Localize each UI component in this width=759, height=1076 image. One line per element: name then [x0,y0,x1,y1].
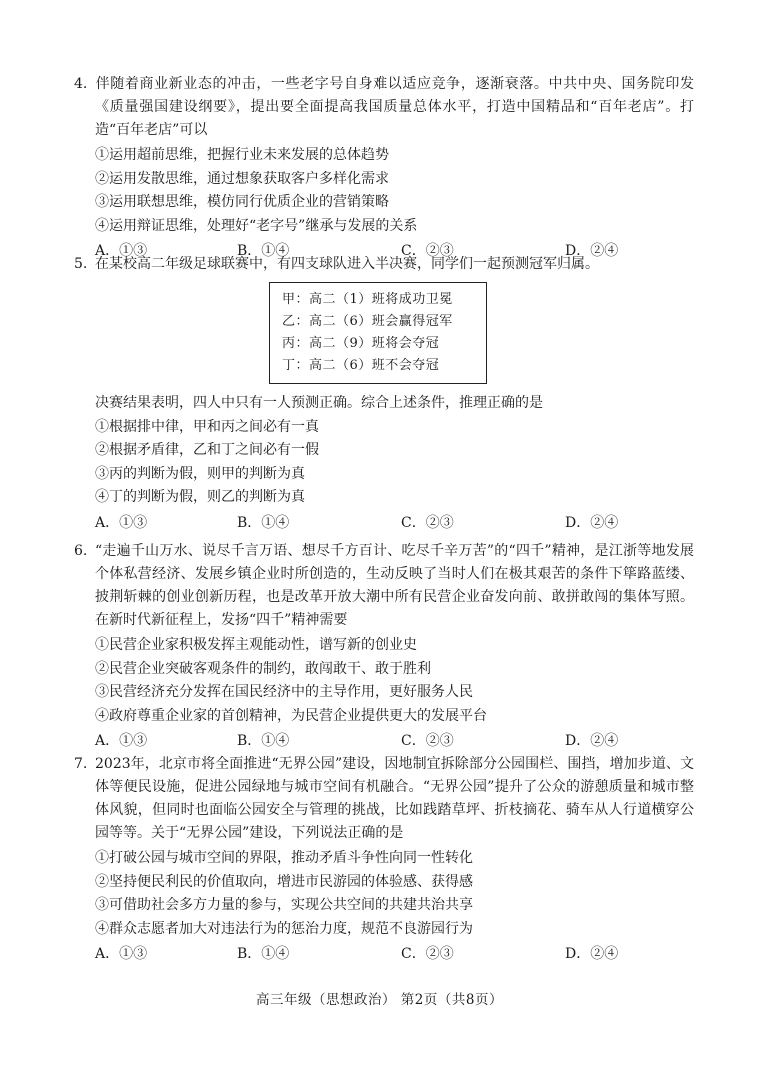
option-2: ②坚持便民利民的价值取向，增进市民游园的体验感、获得感 [95,873,473,890]
page-footer: 高三年级（思想政治） 第2页（共8页） [256,992,503,1008]
question-6 [74,540,694,752]
choice-d: D．②④ [565,243,619,259]
option-1: ①民营企业家积极发挥主观能动性，谱写新的创业史 [95,637,417,653]
choice-a: A．①③ [95,733,148,749]
option-2: ②运用发散思维，通过想象获取客户多样化需求 [95,170,389,187]
question-number: 4. [74,76,88,92]
prediction-bing: 丙：高二（9）班将会夺冠 [282,336,440,351]
option-1: ①根据排中律，甲和丙之间必有一真 [95,418,319,435]
prediction-box [269,282,487,384]
choice-b: B．①④ [237,243,290,259]
question-stem: 伴随着商业新业态的冲击，一些老字号自身难以适应竞争，逐渐衰落。中共中央、国务院印发《质量强国建设纲要》，提出要全面提高我国质量总体水平，打造中国精品和“百年老店”。打造“百年老店”可以 [95,76,694,138]
choice-b: B．①④ [237,514,290,531]
prediction-ding: 丁：高二（6）班不会夺冠 [282,358,440,373]
choice-c: C．②③ [401,946,454,962]
option-1: ①打破公园与城市空间的界限，推动矛盾斗争性向同一性转化 [95,850,473,866]
option-4: ④群众志愿者加大对违法行为的惩治力度，规范不良游园行为 [95,920,473,937]
option-3: ③民营经济充分发挥在国民经济中的主导作用，更好服务人民 [95,684,473,700]
question-number: 6. [74,543,88,559]
question-stem: “走遍千山万水、说尽千言万语、想尽千方百计、吃尽千辛万苦”的“四千”精神，是江浙等地发展个体私营经济、发展乡镇企业时所创造的，生动反映了当时人们在极其艰苦的条件下筚路蓝缕、披荆斩棘的创业创新历程，也是改革开放大潮中所有民营企业奋发向前、敢拼敢闯的集体写照。在新时代新征程上，发扬“四千”精神需要 [95,543,694,628]
choice-a: A．①③ [95,514,148,531]
choice-b: B．①④ [237,733,290,749]
question-stem: 2023年，北京市将全面推进“无界公园”建设，因地制宜拆除部分公园围栏、围挡，增加步道、文体等便民设施，促进公园绿地与城市空间有机融合。“无界公园”提升了公众的游憩质量和城市整体风貌，但同时也面临公园安全与管理的挑战，比如践踏草坪、折枝摘花、骑车从人行道横穿公园等等。关于“无界公园”建设，下列说法正确的是 [95,756,694,841]
question-condition: 决赛结果表明，四人中只有一人预测正确。综合上述条件，推理正确的是 [95,395,543,411]
question-number: 7. [74,756,88,772]
question-5 [74,253,694,534]
question-4 [74,73,694,262]
choice-d: D．②④ [565,946,619,962]
choice-d: D．②④ [565,514,619,531]
answer-choices [95,941,694,965]
answer-choices [95,728,694,752]
choice-d: D．②④ [565,733,619,749]
prediction-jia: 甲：高二（1）班将成功卫冕 [282,292,453,307]
answer-choices [95,510,694,534]
option-4: ④运用辩证思维，处理好“老字号”继承与发展的关系 [95,217,418,234]
option-2: ②根据矛盾律，乙和丁之间必有一假 [95,442,319,458]
choice-a: A．①③ [95,243,148,259]
question-7 [74,753,694,965]
choice-c: C．②③ [401,733,454,749]
choice-a: A．①③ [95,946,148,962]
question-stem: 在某校高二年级足球联赛中，有四支球队进入半决赛，同学们一起预测冠军归属。 [95,256,599,272]
option-2: ②民营企业突破客观条件的制约，敢闯敢干、敢于胜利 [95,660,431,677]
option-4: ④政府尊重企业家的首创精神，为民营企业提供更大的发展平台 [95,707,487,724]
choice-c: C．②③ [401,243,454,259]
choice-b: B．①④ [237,946,290,962]
prediction-yi: 乙：高二（6）班会赢得冠军 [282,314,453,329]
option-3: ③可借助社会多方力量的参与，实现公共空间的共建共治共享 [95,897,473,913]
option-3: ③丙的判断为假，则甲的判断为真 [95,465,305,482]
option-3: ③运用联想思维，模仿同行优质企业的营销策略 [95,194,389,210]
question-number: 5. [74,256,88,272]
option-1: ①运用超前思维，把握行业未来发展的总体趋势 [95,147,389,163]
choice-c: C．②③ [401,514,454,531]
option-4: ④丁的判断为假，则乙的判断为真 [95,489,305,505]
